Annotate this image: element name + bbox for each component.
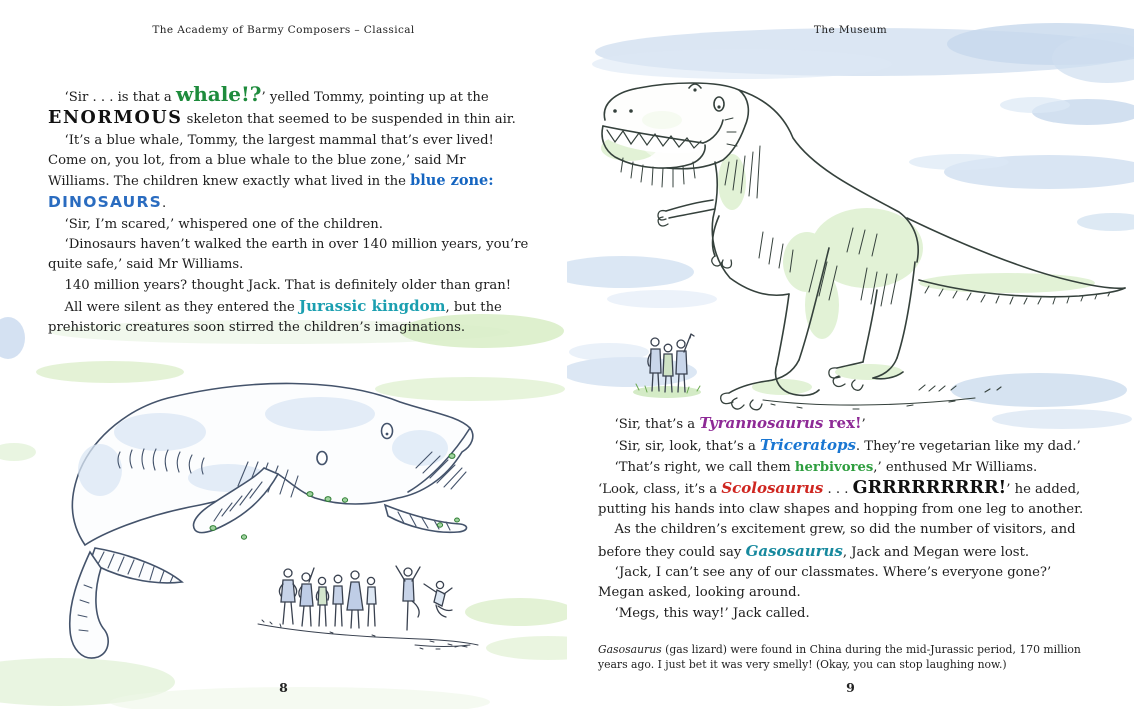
text-segment: . They’re vegetarian like my dad.’ [855, 439, 1081, 455]
paragraph [598, 435, 1084, 457]
text-segment: All were silent as they entered the [64, 299, 300, 315]
text-segment: ‘Megs, this way!’ Jack called. [614, 605, 810, 621]
left-running-head: The Academy of Barmy Composers – Classical [152, 24, 415, 36]
paragraph [598, 563, 1084, 604]
left-text-block [48, 84, 530, 339]
text-segment: . [161, 196, 167, 212]
right-running-head: The Museum [813, 24, 888, 36]
text-segment: ‘Sir, sir, look, that’s a [614, 439, 761, 455]
paragraph [598, 478, 1084, 521]
paragraph [598, 604, 1084, 624]
text-segment: ’ [861, 417, 866, 432]
paragraph [48, 235, 530, 276]
paragraph [598, 458, 1084, 478]
paragraph [48, 84, 530, 131]
text-segment: As the children’s excitement grew, so did the number of visitors, and before they could say [598, 522, 1076, 560]
right-text-block [598, 413, 1084, 624]
text-segment: herbivores [794, 459, 874, 475]
text-segment: Gasosaurus [598, 643, 662, 656]
text-segment: ‘That’s right, we call them [614, 459, 795, 475]
text-segment: ’ he added, putting his hands into claw shapes and hopping from one leg to another. [598, 481, 1084, 518]
text-segment: , Jack and Megan were lost. [842, 544, 1030, 560]
text-segment: Triceratops [760, 436, 856, 455]
text-segment: ENORMOUS [48, 108, 183, 129]
text-segment: Jurassic kingdom [299, 296, 446, 315]
text-segment: ‘Dinosaurs haven’t walked the earth in over 140 million years, you’re quite safe,’ said Mr Williams. [48, 237, 529, 273]
paragraph [598, 520, 1084, 563]
text-segment: whale!? [175, 82, 262, 106]
footnote [598, 643, 1110, 672]
text-segment: ’ yelled Tommy, pointing up at the [261, 90, 489, 105]
text-segment: GRRRRRRRRR! [852, 477, 1007, 498]
paragraph [48, 276, 530, 296]
text-segment: ‘Sir, that’s a [614, 417, 700, 432]
text-segment: 140 million years? thought Jack. That is definitely older than gran! [64, 277, 512, 293]
whale-body [70, 383, 473, 658]
right-page-number: 9 [846, 680, 855, 695]
text-segment: (gas lizard) were found in China during the mid-Jurassic period, 170 million years ago. I just bet it was very smelly! (Okay, you can stop laughing now.) [598, 643, 1081, 671]
text-segment: ‘Sir, I’m scared,’ whispered one of the children. [64, 216, 383, 232]
text-segment: ,’ enthused Mr Williams. [873, 459, 1038, 475]
paragraph [48, 131, 530, 215]
text-segment: blue zone: [410, 172, 494, 190]
text-segment: ‘Jack, I can’t see any of our classmates. Where’s everyone gone?’ Megan asked, looking around. [598, 565, 1052, 601]
paragraph [48, 296, 530, 339]
text-segment: skeleton that seemed to be suspended in thin air. [182, 112, 516, 128]
text-segment: rex! [823, 414, 862, 432]
text-segment: ‘It’s a blue whale, Tommy, the largest mammal that’s ever lived! Come on, you lot, from a blue whale to the blue zone,’ said Mr Williams. The children knew exactly what lived in the [48, 132, 494, 190]
text-segment: ‘Sir . . . is that a [64, 90, 176, 105]
text-segment: ‘Look, class, it’s a [598, 481, 722, 497]
text-segment: . . . [823, 481, 853, 497]
text-segment: Gasosaurus [745, 541, 843, 560]
left-page-number: 8 [279, 680, 288, 695]
text-segment: Tyrannosaurus [699, 414, 824, 432]
text-segment: Scolosaurus [721, 478, 824, 497]
paragraph [48, 215, 530, 235]
text-segment: , but the prehistoric creatures soon stirred the children’s imaginations. [48, 299, 502, 336]
visitor-group [258, 566, 478, 649]
paragraph [598, 413, 1084, 435]
text-segment: DINOSAURS [48, 193, 162, 212]
